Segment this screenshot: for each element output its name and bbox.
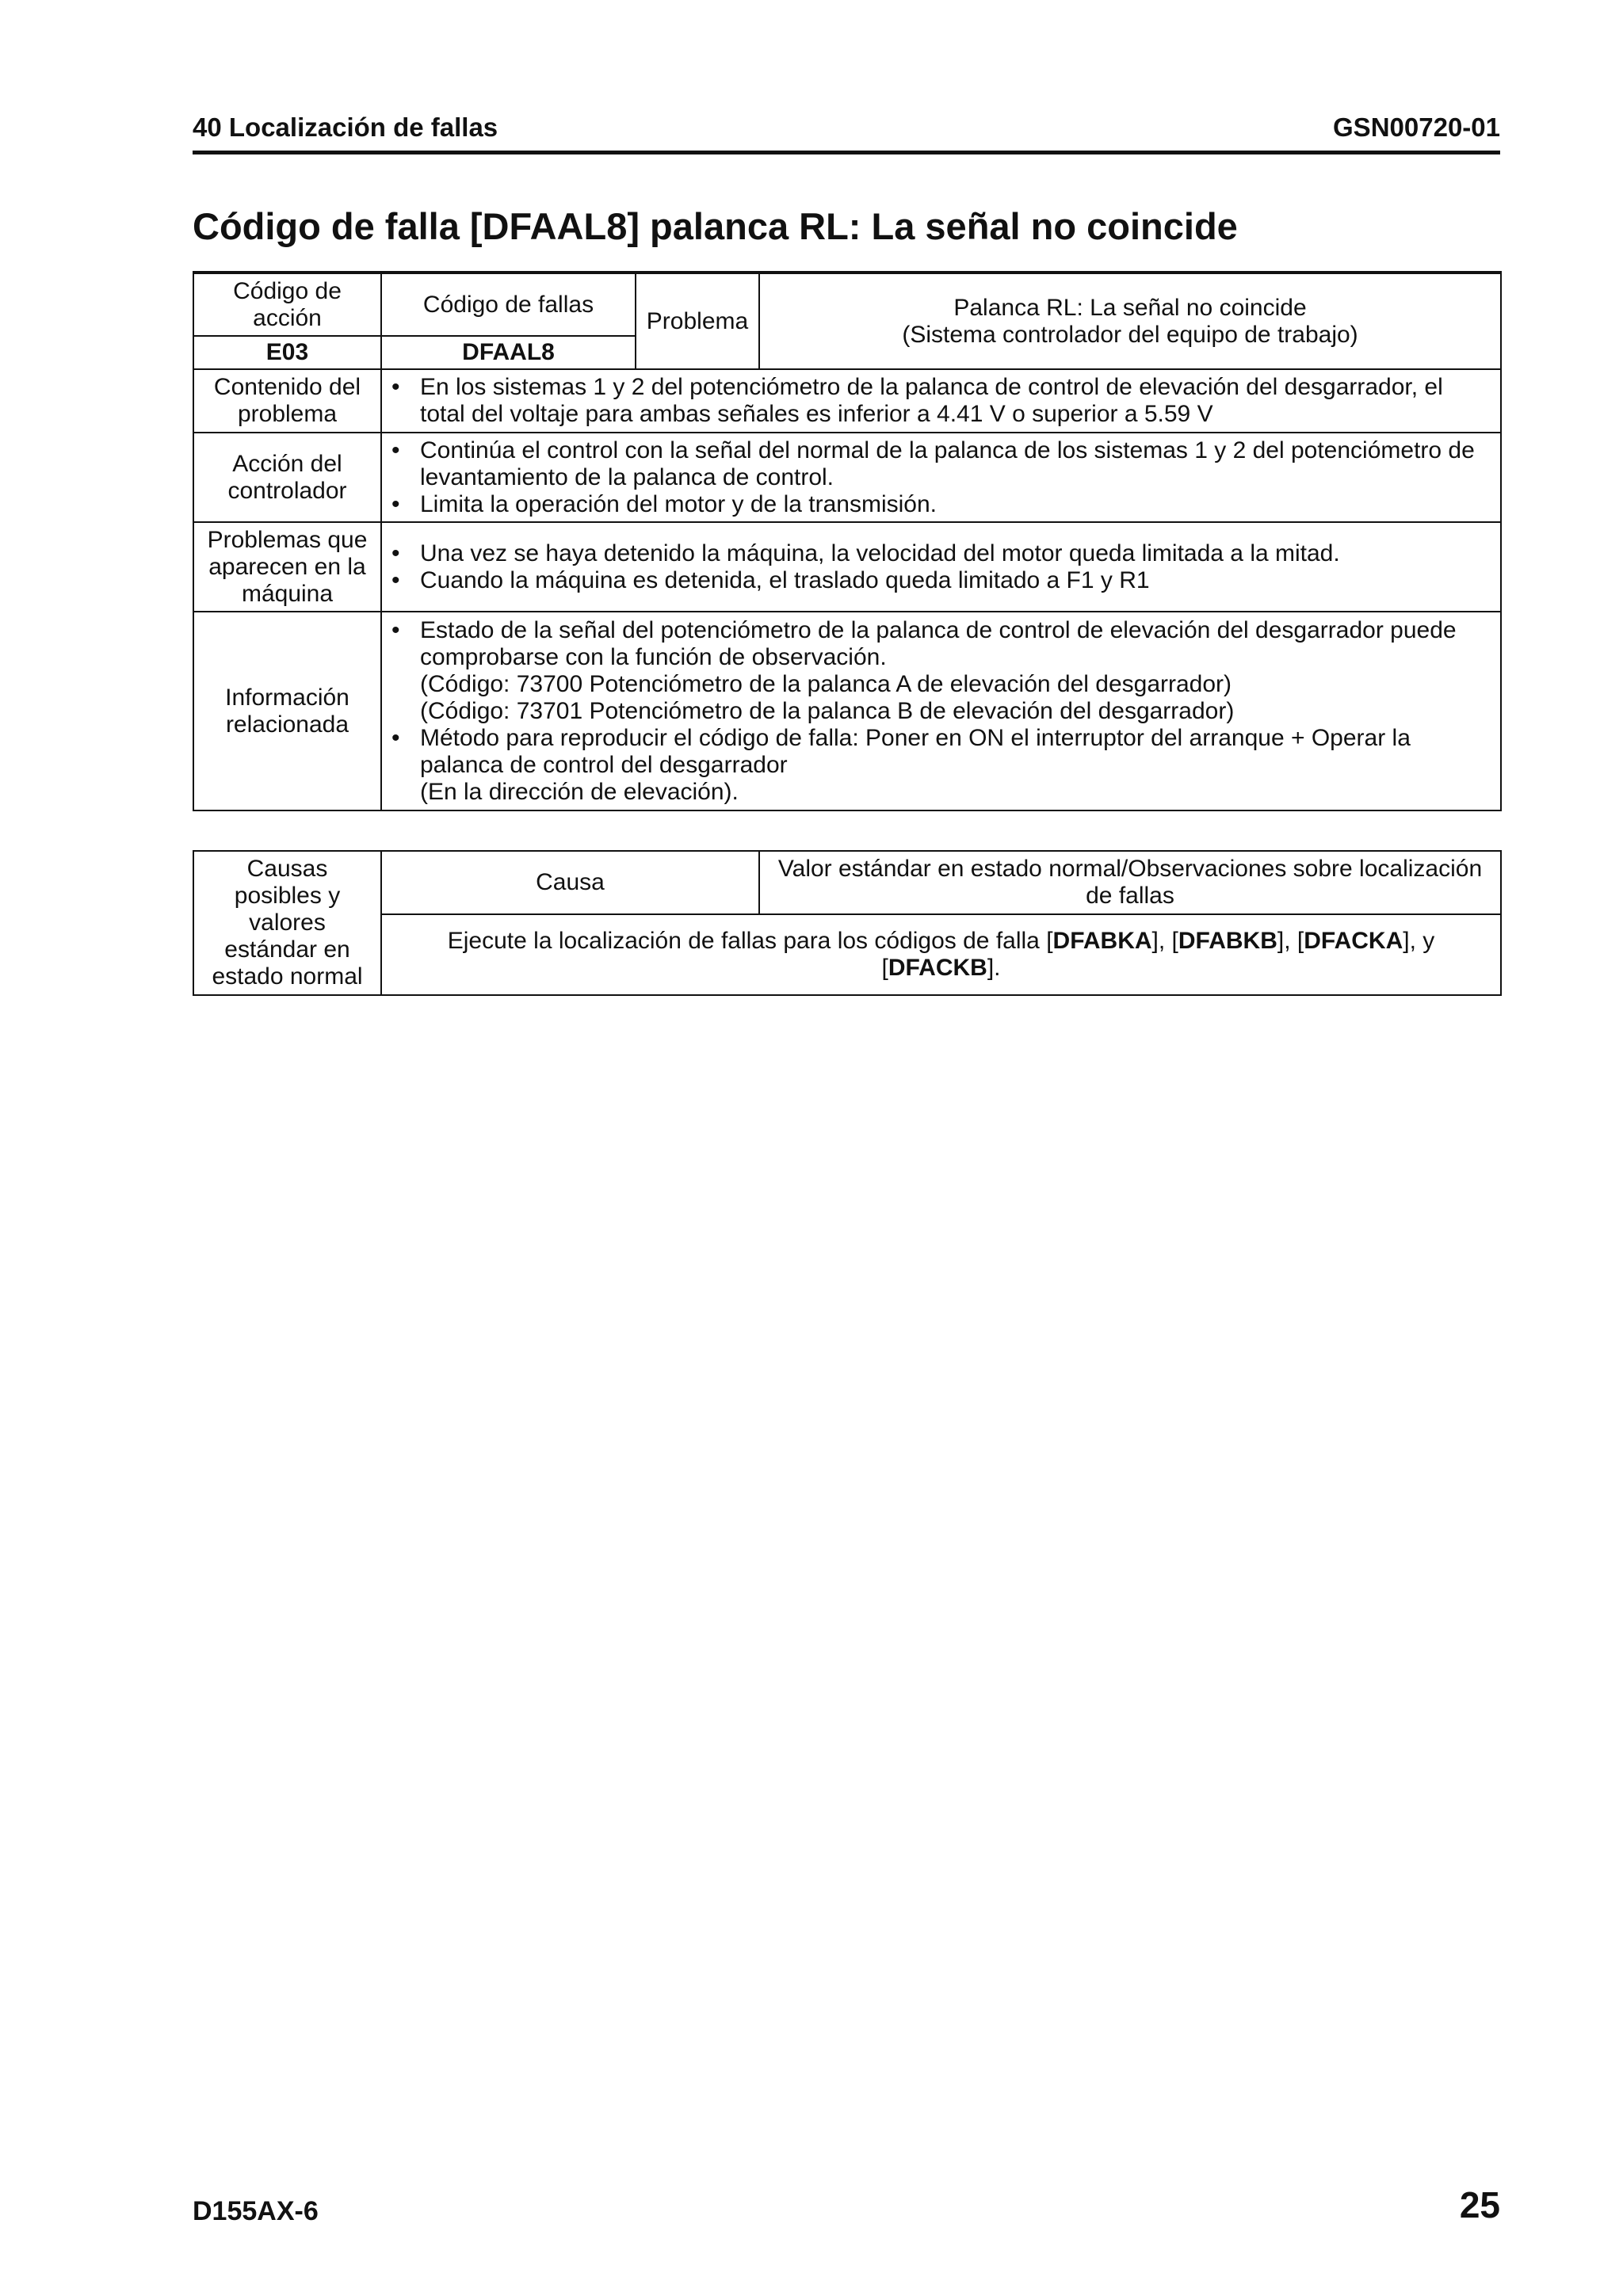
cause-header: Causa bbox=[381, 851, 759, 914]
table-row bbox=[193, 851, 1501, 914]
note-text: ]. bbox=[987, 955, 1001, 981]
table-row bbox=[193, 612, 1501, 810]
header-rule bbox=[193, 151, 1500, 154]
row-label: Problemas que aparecen en la máquina bbox=[193, 522, 381, 612]
causes-table bbox=[193, 850, 1502, 996]
table-row bbox=[193, 914, 1501, 995]
page-title: Código de falla [DFAAL8] palanca RL: La señal no coincide bbox=[193, 205, 1238, 247]
bullet-item: • Cuando la máquina es detenida, el traslado queda limitado a F1 y R1 bbox=[388, 567, 1494, 594]
fault-code-ref: DFACKA bbox=[1304, 928, 1403, 954]
reference-line: (En la dirección de elevación). bbox=[420, 778, 739, 805]
bullet-item: • Limita la operación del motor y de la transmisión. bbox=[388, 491, 1494, 518]
document-code: GSN00720-01 bbox=[1333, 113, 1500, 142]
action-code-value: E03 bbox=[193, 336, 381, 369]
reference-line: (Código: 73701 Potenciómetro de la palanca B de elevación del desgarrador) bbox=[420, 697, 1235, 724]
note-separator: ], y [ bbox=[881, 928, 1435, 981]
standard-value-header: Valor estándar en estado normal/Observaciones sobre localización de fallas bbox=[759, 851, 1501, 914]
fault-code-label: Código de fallas bbox=[381, 273, 636, 336]
problem-label: Problema bbox=[636, 273, 759, 369]
bullet-item: • En los sistemas 1 y 2 del potenciómetro de la palanca de control de elevación del desgarrador, el total del voltaje para ambas señales es inferior a 4.41 V o superior a 5.59 V bbox=[388, 374, 1494, 428]
bullet-text: • Estado de la señal del potenciómetro de la palanca de control de elevación del desgarrador puede comprobarse con la función de observación. bbox=[420, 616, 1457, 670]
fault-code-ref: DFABKB bbox=[1178, 928, 1277, 954]
section-header: 40 Localización de fallas bbox=[193, 113, 498, 142]
row-label: Acción del controlador bbox=[193, 433, 381, 522]
causes-label: Causas posibles y valores estándar en estado normal bbox=[193, 851, 381, 995]
problem-text-line: (Sistema controlador del equipo de trabajo) bbox=[902, 321, 1358, 348]
note-separator: ], [ bbox=[1151, 928, 1178, 954]
row-label: Información relacionada bbox=[193, 612, 381, 810]
bullet-item bbox=[388, 617, 1494, 725]
fault-info-table bbox=[193, 271, 1502, 811]
fault-code-value: DFAAL8 bbox=[381, 336, 636, 369]
problem-text-line: Palanca RL: La señal no coincide bbox=[953, 294, 1307, 321]
table-row bbox=[193, 273, 1501, 336]
action-code-label: Código de acción bbox=[193, 273, 381, 336]
bullet-item: • Continúa el control con la señal del normal de la palanca de los sistemas 1 y 2 del potenciómetro de levantamiento de la palanca de control. bbox=[388, 437, 1494, 491]
row-content bbox=[381, 433, 1501, 522]
note-text: Ejecute la localización de fallas para los códigos de falla [ bbox=[447, 928, 1053, 954]
fault-code-ref: DFACKB bbox=[888, 955, 987, 981]
problem-description bbox=[759, 273, 1501, 369]
row-content bbox=[381, 612, 1501, 810]
model-number: D155AX-6 bbox=[193, 2196, 319, 2226]
bullet-text: • Método para reproducir el código de falla: Poner en ON el interruptor del arranque + Operar la palanca de control del desgarrador bbox=[420, 724, 1411, 778]
row-label: Contenido del problema bbox=[193, 369, 381, 433]
page-number: 25 bbox=[1459, 2184, 1500, 2225]
reference-line: (Código: 73700 Potenciómetro de la palanca A de elevación del desgarrador) bbox=[420, 670, 1232, 697]
table-row bbox=[193, 433, 1501, 522]
table-row bbox=[193, 369, 1501, 433]
bullet-item: • Una vez se haya detenido la máquina, la velocidad del motor queda limitada a la mitad. bbox=[388, 540, 1494, 567]
row-content bbox=[381, 522, 1501, 612]
fault-code-ref: DFABKA bbox=[1052, 928, 1152, 954]
troubleshooting-note bbox=[381, 914, 1501, 995]
table-row bbox=[193, 522, 1501, 612]
bullet-item bbox=[388, 725, 1494, 806]
note-separator: ], [ bbox=[1277, 928, 1304, 954]
row-content bbox=[381, 369, 1501, 433]
